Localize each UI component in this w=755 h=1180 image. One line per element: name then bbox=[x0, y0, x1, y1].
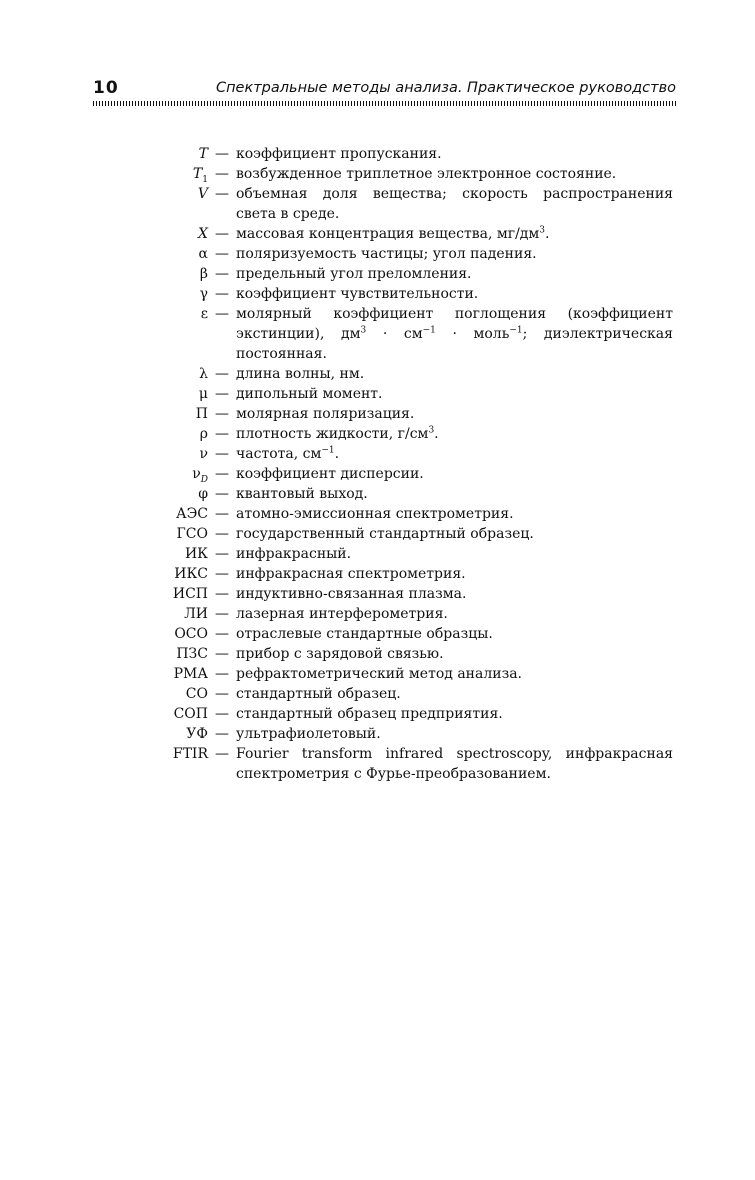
glossary-term: X bbox=[198, 226, 208, 242]
glossary-entry bbox=[0, 364, 755, 384]
glossary-term: ρ bbox=[199, 426, 208, 442]
glossary-entry bbox=[0, 184, 755, 224]
glossary-term: ГСО bbox=[176, 526, 208, 542]
glossary-dash: — bbox=[215, 446, 229, 462]
glossary-dash: — bbox=[215, 146, 229, 162]
glossary-definition: атомно-эмиссионная спектрометрия. bbox=[236, 506, 514, 522]
glossary-term: γ bbox=[199, 286, 208, 302]
glossary-term: ИСП bbox=[172, 586, 208, 602]
glossary-entry bbox=[0, 144, 755, 164]
glossary-definition: поляризуемость частицы; угол падения. bbox=[236, 246, 537, 262]
glossary-dash: — bbox=[215, 586, 229, 602]
glossary-entry bbox=[0, 404, 755, 424]
glossary-definition: инфракрасный. bbox=[236, 546, 352, 562]
glossary-dash: — bbox=[215, 386, 229, 402]
glossary-term: СОП bbox=[173, 706, 208, 722]
glossary-dash: — bbox=[215, 166, 229, 182]
glossary-dash: — bbox=[215, 226, 229, 242]
glossary-definition: квантовый выход. bbox=[236, 486, 368, 502]
glossary-dash: — bbox=[215, 286, 229, 302]
glossary-term: ОСО bbox=[174, 626, 208, 642]
glossary-entry bbox=[0, 284, 755, 304]
glossary-term: T bbox=[198, 146, 208, 162]
glossary-definition: коэффициент чувствительности. bbox=[236, 286, 479, 302]
glossary-entry bbox=[0, 304, 755, 364]
glossary-definition: коэффициент пропускания. bbox=[236, 146, 442, 162]
glossary-term: FTIR bbox=[172, 746, 208, 762]
running-title: Спектральные методы анализа. Практическое руководство bbox=[215, 80, 676, 96]
abbreviation-glossary bbox=[0, 144, 755, 784]
glossary-dash: — bbox=[215, 686, 229, 702]
glossary-dash: — bbox=[215, 246, 229, 262]
glossary-definition: объемная доля вещества; скорость распространения света в среде. bbox=[236, 186, 673, 222]
glossary-entry bbox=[0, 724, 755, 744]
glossary-entry bbox=[0, 424, 755, 444]
glossary-term: ИК bbox=[184, 546, 208, 562]
glossary-definition: рефрактометрический метод анализа. bbox=[236, 666, 522, 682]
glossary-definition: молярная поляризация. bbox=[236, 406, 415, 422]
glossary-dash: — bbox=[215, 486, 229, 502]
glossary-term: АЭС bbox=[175, 506, 208, 522]
glossary-definition: предельный угол преломления. bbox=[236, 266, 472, 282]
glossary-term: ИКС bbox=[174, 566, 208, 582]
glossary-definition: инфракрасная спектрометрия. bbox=[236, 566, 466, 582]
glossary-definition: плотность жидкости, $г/см^3$. bbox=[236, 425, 439, 442]
glossary-dash: — bbox=[215, 666, 229, 682]
glossary-term: РМА bbox=[173, 666, 208, 682]
glossary-term: V bbox=[197, 186, 208, 202]
glossary-term: ПЗС bbox=[176, 646, 208, 662]
glossary-definition: частота, $см^{-1}$. bbox=[236, 445, 340, 462]
glossary-entry bbox=[0, 224, 755, 244]
glossary-dash: — bbox=[215, 646, 229, 662]
glossary-entry bbox=[0, 544, 755, 564]
running-header bbox=[93, 78, 676, 100]
glossary-term: $T_1$ bbox=[192, 166, 208, 185]
glossary-dash: — bbox=[215, 366, 229, 382]
glossary-dash: — bbox=[215, 706, 229, 722]
glossary-definition: лазерная интерферометрия. bbox=[236, 606, 448, 622]
glossary-term: УФ bbox=[186, 726, 208, 742]
glossary-definition: молярный коэффициент поглощения (коэффициент экстинции), $дм^3 \cdot см^{-1}$ · моль$^{-1}$; диэлектрическая постоянная. bbox=[236, 306, 673, 362]
glossary-entry bbox=[0, 744, 755, 784]
glossary-term: φ bbox=[198, 486, 208, 502]
glossary-term: ЛИ bbox=[184, 606, 208, 622]
glossary-dash: — bbox=[215, 546, 229, 562]
glossary-definition: Fourier transform infrared spectroscopy, инфракрасная спектрометрия с Фурье-преобразованием. bbox=[236, 746, 673, 782]
glossary-dash: — bbox=[215, 186, 229, 202]
glossary-dash: — bbox=[215, 606, 229, 622]
glossary-entry bbox=[0, 464, 755, 484]
glossary-definition: дипольный момент. bbox=[236, 386, 383, 402]
glossary-dash: — bbox=[215, 306, 229, 322]
page-number: 10 bbox=[93, 78, 119, 98]
glossary-definition: ультрафиолетовый. bbox=[236, 726, 381, 742]
glossary-definition: стандартный образец предприятия. bbox=[236, 706, 503, 722]
glossary-entry bbox=[0, 564, 755, 584]
glossary-entry bbox=[0, 444, 755, 464]
glossary-dash: — bbox=[215, 466, 229, 482]
glossary-term: α bbox=[198, 246, 208, 262]
glossary-definition: длина волны, нм. bbox=[236, 366, 365, 382]
glossary-term: СО bbox=[185, 686, 208, 702]
glossary-entry bbox=[0, 384, 755, 404]
glossary-term: β bbox=[199, 266, 208, 282]
glossary-term: λ bbox=[199, 366, 208, 382]
glossary-term: ε bbox=[200, 306, 208, 322]
glossary-entry bbox=[0, 264, 755, 284]
glossary-definition: отраслевые стандартные образцы. bbox=[236, 626, 493, 642]
glossary-dash: — bbox=[215, 526, 229, 542]
glossary-entry bbox=[0, 624, 755, 644]
glossary-definition: государственный стандартный образец. bbox=[236, 526, 534, 542]
glossary-entry bbox=[0, 524, 755, 544]
glossary-dash: — bbox=[215, 506, 229, 522]
glossary-term: Π bbox=[195, 406, 208, 422]
glossary-entry bbox=[0, 684, 755, 704]
glossary-entry bbox=[0, 704, 755, 724]
glossary-entry bbox=[0, 164, 755, 184]
glossary-definition: стандартный образец. bbox=[236, 686, 401, 702]
glossary-entry bbox=[0, 644, 755, 664]
glossary-dash: — bbox=[215, 266, 229, 282]
glossary-dash: — bbox=[215, 566, 229, 582]
glossary-dash: — bbox=[215, 406, 229, 422]
glossary-definition: прибор с зарядовой связью. bbox=[236, 646, 444, 662]
glossary-entry bbox=[0, 484, 755, 504]
header-rule bbox=[93, 101, 676, 106]
glossary-entry bbox=[0, 244, 755, 264]
glossary-term: μ bbox=[198, 386, 208, 402]
glossary-entry bbox=[0, 584, 755, 604]
glossary-entry bbox=[0, 604, 755, 624]
glossary-dash: — bbox=[215, 626, 229, 642]
glossary-dash: — bbox=[215, 746, 229, 762]
glossary-term: ν bbox=[199, 446, 208, 462]
glossary-dash: — bbox=[215, 726, 229, 742]
glossary-definition: возбужденное триплетное электронное состояние. bbox=[236, 166, 617, 182]
glossary-entry bbox=[0, 664, 755, 684]
glossary-entry bbox=[0, 504, 755, 524]
glossary-term: $\nu_D$ bbox=[192, 466, 208, 485]
glossary-definition: массовая концентрация вещества, $мг/дм^3$. bbox=[236, 225, 550, 242]
glossary-dash: — bbox=[215, 426, 229, 442]
glossary-definition: индуктивно-связанная плазма. bbox=[236, 586, 467, 602]
glossary-definition: коэффициент дисперсии. bbox=[236, 466, 424, 482]
